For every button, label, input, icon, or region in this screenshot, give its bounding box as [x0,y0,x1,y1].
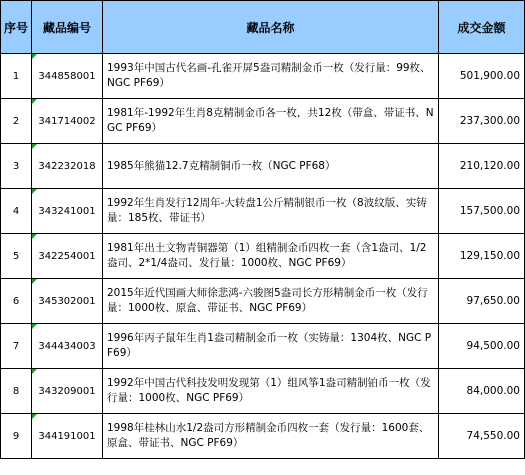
cell-code[interactable] [32,324,103,369]
table-row [1,279,525,324]
cell-price[interactable]: 501,900.00 [439,54,525,99]
header-price[interactable]: 成交金额 [439,1,525,54]
cell-index[interactable]: 1 [1,54,32,99]
cell-code[interactable] [32,189,103,234]
cell-code-text: 341714002 [38,115,96,127]
cell-price[interactable]: 84,000.00 [439,369,525,414]
cell-name[interactable]: 1993年中国古代名画-孔雀开屏5盎司精制金币一枚（发行量：99枚、NGC PF69） [103,54,439,99]
cell-marker-icon [32,54,37,59]
table-row [1,369,525,414]
cell-marker-icon [32,144,37,149]
cell-index[interactable]: 2 [1,99,32,144]
cell-code-text: 344191001 [38,430,96,442]
cell-index[interactable]: 7 [1,324,32,369]
cell-index[interactable]: 5 [1,234,32,279]
cell-name[interactable]: 1981年出土文物青铜器第（1）组精制金币四枚一套（含1盎司、1/2盎司、2*1/4盎司、发行量：1000枚、NGC PF69） [103,234,439,279]
cell-price[interactable]: 97,650.00 [439,279,525,324]
header-name[interactable]: 藏品名称 [103,1,439,54]
table-row [1,234,525,279]
cell-name[interactable]: 1981年-1992年生肖8克精制金币各一枚，共12枚（带盒、带证书、NGC PF69） [103,99,439,144]
cell-index[interactable]: 8 [1,369,32,414]
header-row [1,1,525,54]
cell-name[interactable]: 1985年熊猫12.7克精制铜币一枚（NGC PF68） [103,144,439,189]
cell-index[interactable]: 3 [1,144,32,189]
table-row [1,99,525,144]
cell-code-text: 344858001 [38,70,96,82]
cell-price[interactable]: 94,500.00 [439,324,525,369]
cell-code-text: 345302001 [38,295,96,307]
cell-marker-icon [32,369,37,374]
cell-code[interactable] [32,279,103,324]
table-row [1,189,525,234]
cell-code-text: 343241001 [38,205,96,217]
cell-price[interactable]: 237,300.00 [439,99,525,144]
table-row [1,324,525,369]
cell-marker-icon [32,414,37,419]
header-code[interactable]: 藏品编号 [32,1,103,54]
cell-code-text: 342254001 [38,250,96,262]
cell-price[interactable]: 210,120.00 [439,144,525,189]
cell-index[interactable]: 6 [1,279,32,324]
cell-name[interactable]: 2015年近代国画大师徐悲鸿-六骏图5盎司长方形精制金币一枚（发行量：1000枚、原盒、带证书、NGC PF69） [103,279,439,324]
cell-code-text: 342232018 [38,160,96,172]
cell-name[interactable]: 1998年桂林山水1/2盎司方形精制金币四枚一套（发行量：1600套、原盒、带证书、NGC PF69） [103,414,439,459]
cell-price[interactable]: 157,500.00 [439,189,525,234]
cell-code[interactable] [32,99,103,144]
cell-code[interactable] [32,144,103,189]
table-row [1,144,525,189]
table-row [1,414,525,459]
cell-name[interactable]: 1992年中国古代科技发明发现第（1）组风筝1盎司精制铂币一枚（发行量：1000枚、NGC PF69） [103,369,439,414]
cell-code[interactable] [32,234,103,279]
cell-name[interactable]: 1992年生肖发行12周年-大转盘1公斤精制银币一枚（8波纹版、实铸量：185枚、带证书） [103,189,439,234]
cell-code[interactable] [32,54,103,99]
cell-code[interactable] [32,369,103,414]
cell-code-text: 344434003 [38,340,96,352]
cell-code-text: 343209001 [38,385,96,397]
cell-marker-icon [32,279,37,284]
cell-price[interactable]: 74,550.00 [439,414,525,459]
cell-marker-icon [32,234,37,239]
table-row [1,54,525,99]
header-index[interactable]: 序号 [1,1,32,54]
cell-marker-icon [32,189,37,194]
cell-marker-icon [32,324,37,329]
cell-index[interactable]: 9 [1,414,32,459]
cell-index[interactable]: 4 [1,189,32,234]
cell-marker-icon [32,99,37,104]
cell-name[interactable]: 1996年丙子鼠年生肖1盎司精制金币一枚（实铸量：1304枚、NGC PF69） [103,324,439,369]
cell-code[interactable] [32,414,103,459]
cell-price[interactable]: 129,150.00 [439,234,525,279]
